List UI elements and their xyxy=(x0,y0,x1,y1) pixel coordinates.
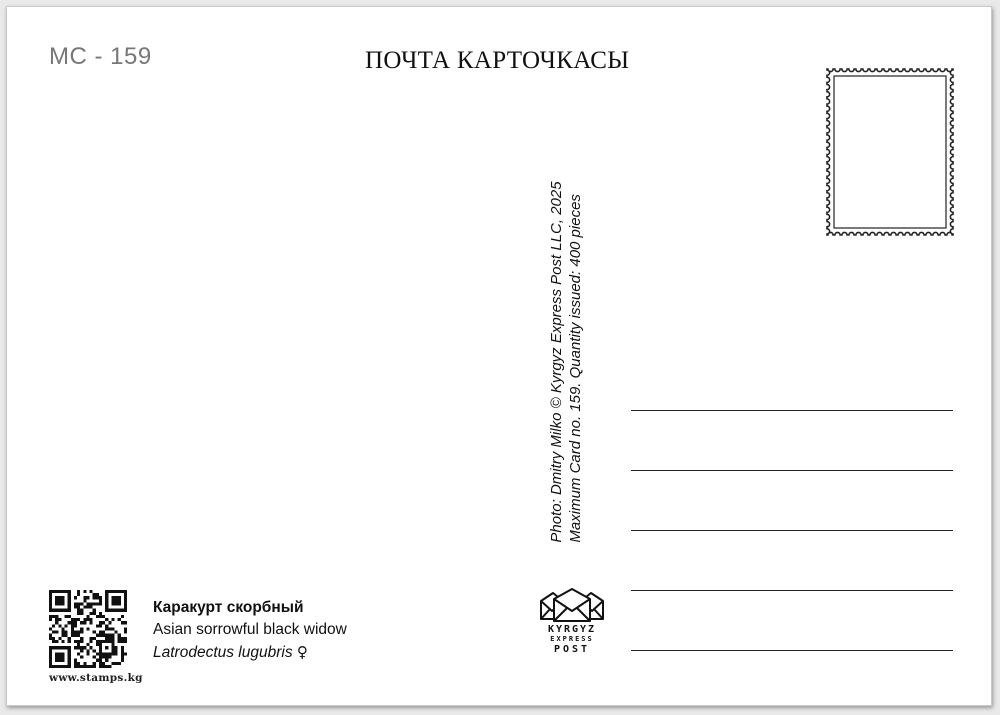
species-name-latin: Latrodectus lugubris xyxy=(153,644,293,661)
address-line-1 xyxy=(631,410,953,411)
envelopes-logo-icon xyxy=(539,587,605,623)
logo-line-1: KYRGYZ xyxy=(547,624,597,635)
species-name-latin-row xyxy=(153,641,347,664)
credits-line-2: Maximum Card no. 159. Quantity issued: 400 pieces xyxy=(567,194,584,543)
photo-credits xyxy=(547,181,585,542)
address-line-3 xyxy=(631,530,953,531)
logo-line-2: EXPRESS xyxy=(550,635,594,643)
kyrgyz-express-post-logo xyxy=(537,587,607,669)
card-title: ПОЧТА КАРТОЧКАСЫ xyxy=(365,47,630,74)
female-symbol: ♀ xyxy=(296,643,308,661)
postcard xyxy=(6,6,992,706)
stamp-placeholder-icon xyxy=(825,67,955,237)
species-info xyxy=(153,597,347,664)
address-line-4 xyxy=(631,590,953,591)
address-line-2 xyxy=(631,470,953,471)
species-name-english: Asian sorrowful black widow xyxy=(153,621,347,638)
species-name-russian: Каракурт скорбный xyxy=(153,599,304,616)
address-line-5 xyxy=(631,650,953,651)
qr-code-icon xyxy=(49,590,127,668)
website-url: www.stamps.kg xyxy=(49,672,143,684)
logo-line-3: POST xyxy=(553,644,591,655)
credits-line-1: Photo: Dmitry Milko © Kyrgyz Express Post LLC, 2025 xyxy=(548,181,565,543)
card-code: MC - 159 xyxy=(49,43,152,70)
